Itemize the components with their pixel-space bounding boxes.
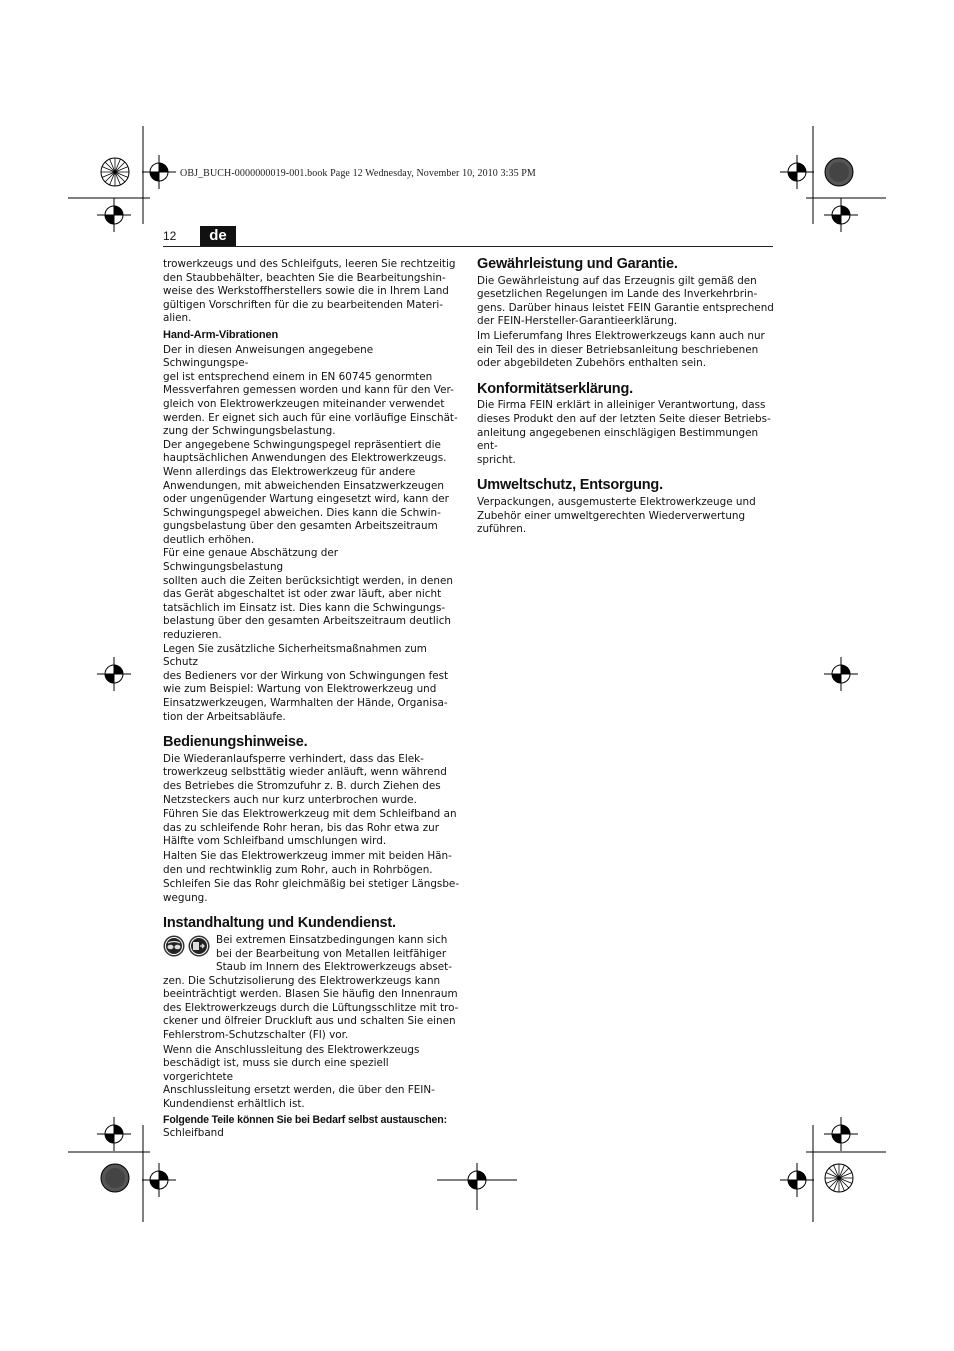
warranty-paragraph-2: Im Lieferumfang Ihres Elektrowerkzeugs kann auch nur ein Teil des in dieser Betriebsanleitung beschriebenen oder abgebildeten Zubehörs enthalten sein. — [477, 329, 765, 370]
solid-registration-mark-icon — [824, 157, 854, 187]
operating-paragraph-3: Halten Sie das Elektrowerkzeug immer mit beiden Hän- den und rechtwinklig zum Rohr, auch in Rohrbögen. — [163, 849, 452, 876]
starburst-registration-mark-icon — [824, 1163, 854, 1193]
intro-paragraph: trowerkzeugs und des Schleifguts, leeren Sie rechtzeitig den Staubbehälter, beachten Sie die Bearbeitungshin- weise des Werkstoffherstellers sowie die in Ihrem Land gültigen Vorschriften für die zu bearbeitenden Materi- alien. — [163, 258, 456, 325]
maintenance-heading: Instandhaltung und Kundendienst. — [163, 915, 396, 932]
maintenance-paragraph-2: Wenn die Anschlussleitung des Elektrowerkzeugs beschädigt ist, muss sie durch eine speziell vorgerichtete Anschlussleitung ersetzt werden, die über den FEIN- Kundendienst erhältlich ist. — [163, 1043, 435, 1111]
solid-registration-mark-icon — [100, 1163, 130, 1193]
operating-paragraph-4: Schleifen Sie das Rohr gleichmäßig bei stetiger Längsbe- wegung. — [163, 878, 460, 904]
maintenance-icon-text: Bei extremen Einsatzbedingungen kann sich bei der Bearbeitung von Metallen leitfähiger Staub im Innern des Elektrowerkzeugs abset- — [216, 933, 452, 974]
crosshair-registration-mark-icon — [780, 1163, 814, 1197]
crosshair-registration-mark-icon — [780, 155, 814, 189]
crosshair-registration-mark-icon — [824, 657, 858, 691]
safety-goggles-icon — [163, 935, 185, 957]
replaceable-parts-list: Schleifband — [163, 1127, 224, 1140]
hand-arm-vibration-heading: Hand-Arm-Vibrationen — [163, 328, 279, 341]
left-column — [163, 258, 461, 1142]
warranty-paragraph-1: Die Gewährleistung auf das Erzeugnis gilt gemäß den gesetzlichen Regelungen im Lande des Inverkehrbrin- gens. Darüber hinaus leistet FEIN Garantie entsprechend der FEIN-Hersteller-Garantieerklärung. — [477, 274, 774, 328]
crosshair-registration-mark-icon — [142, 1163, 176, 1197]
crop-lines-bottom-center — [437, 1170, 517, 1210]
warranty-heading: Gewährleistung und Garantie. — [477, 256, 678, 272]
header-rule — [163, 246, 773, 247]
page-number: 12 — [163, 229, 177, 243]
operating-paragraph-1: Die Wiederanlaufsperre verhindert, dass das Elek- trowerkzeug selbsttätig wieder anläuft, wenn während des Betriebes die Stromzufuhr z. B. durch Ziehen des Netzsteckers auch nur kurz unterbrochen wurde. — [163, 752, 447, 806]
safety-icons — [163, 935, 210, 957]
crosshair-registration-mark-icon — [97, 1117, 131, 1151]
maintenance-paragraph-1: zen. Die Schutzisolierung des Elektrowerkzeugs kann beeinträchtigt werden. Blasen Sie häufig den Innenraum des Elektrowerkzeugs durch die Lüftungsschlitze mit tro- ckener und ölfreier Druckluft aus und schalten Sie einen Fehlerstrom-Schutzschalter (FI) vor. — [163, 974, 459, 1042]
crosshair-registration-mark-icon — [142, 155, 176, 189]
crosshair-registration-mark-icon — [97, 657, 131, 691]
vibration-paragraph-3: Für eine genaue Abschätzung der Schwingungsbelastung sollten auch die Zeiten berücksichtigt werden, in denen das Gerät abgeschaltet ist oder zwar läuft, aber nicht tatsächlich im Einsatz ist. Dies kann die Schwingungs- belastung über den gesamten Arbeitszeitraum deutlich reduzieren. — [163, 547, 453, 642]
conformity-paragraph: Die Firma FEIN erklärt in alleiniger Verantwortung, dass dieses Produkt den auf der letzten Seite dieser Betriebs- anleitung angegebenen einschlägigen Bestimmungen ent- spricht. — [477, 399, 771, 466]
ear-protection-icon — [188, 935, 210, 957]
vibration-paragraph-2: Der angegebene Schwingungspegel repräsentiert die hauptsächlichen Anwendungen des Elektrowerkzeugs. Wenn allerdings das Elektrowerkzeug für andere Anwendungen, mit abweichenden Einsatzwerkzeugen oder ungenügender Wartung eingesetzt wird, kann der Schwingungspegel abweichen. Dies kann die Schwin- gungsbelastung über den gesamten Arbeitszeitraum deutlich erhöhen. — [163, 438, 449, 546]
vibration-paragraph-4: Legen Sie zusätzliche Sicherheitsmaßnahmen zum Schutz des Bedieners vor der Wirkung von Schwingungen fest wie zum Beispiel: Wartung von Elektrowerkzeug und Einsatzwerkzeugen, Warmhalten der Hände, Organisa- tion der Arbeitsabläufe. — [163, 642, 449, 723]
print-slug: OBJ_BUCH-0000000019-001.book Page 12 Wednesday, November 10, 2010 3:35 PM — [180, 168, 536, 179]
crosshair-registration-mark-icon — [824, 1117, 858, 1151]
environment-paragraph: Verpackungen, ausgemusterte Elektrowerkzeuge und Zubehör einer umweltgerechten Wiederverwertung zuführen. — [477, 495, 756, 536]
operating-paragraph-2: Führen Sie das Elektrowerkzeug mit dem Schleifband an das zu schleifende Rohr heran, bis das Rohr etwa zur Hälfte vom Schleifband umschlungen wird. — [163, 808, 457, 848]
right-column — [477, 258, 775, 538]
replaceable-parts-heading: Folgende Teile können Sie bei Bedarf selbst austauschen: — [163, 1113, 447, 1126]
operating-instructions-heading: Bedienungshinweise. — [163, 734, 308, 751]
maintenance-icon-row — [163, 934, 461, 975]
crosshair-registration-mark-icon — [824, 198, 858, 232]
conformity-heading: Konformitätserklärung. — [477, 380, 633, 397]
starburst-registration-mark-icon — [100, 157, 130, 187]
crosshair-registration-mark-icon — [97, 198, 131, 232]
environment-heading: Umweltschutz, Entsorgung. — [477, 477, 663, 494]
language-tab: de — [200, 226, 236, 246]
vibration-paragraph-1: Der in diesen Anweisungen angegebene Schwingungspe- gel ist entsprechend einem in EN 60745 genormten Messverfahren gemessen worden und kann für den Ver- gleich von Elektrowerkzeugen miteinander verwendet werden. Er eignet sich auch für eine vorläufige Einschät- zung der Schwingungsbelastung. — [163, 343, 458, 438]
